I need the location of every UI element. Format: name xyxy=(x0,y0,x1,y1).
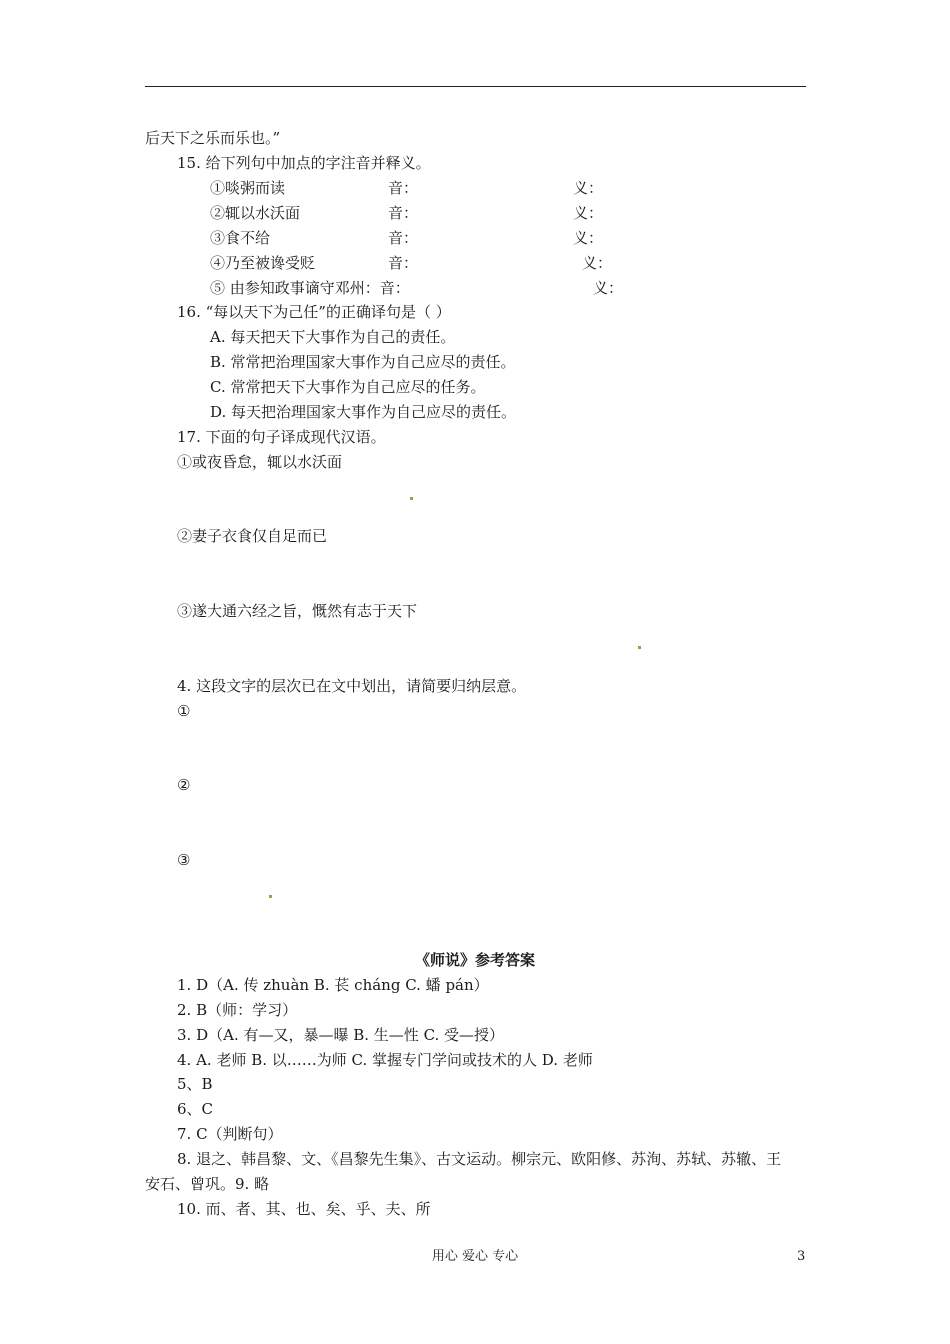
q16-option: C. 常常把天下大事作为自己应尽的任务。 xyxy=(210,378,486,396)
answer-line: 1. D（A. 传 zhuàn B. 苌 cháng C. 蟠 pán） xyxy=(177,976,489,994)
continuation-text: 后天下之乐而乐也。” xyxy=(145,129,281,147)
q15-yin-label: 音： xyxy=(388,204,419,222)
page-number: 3 xyxy=(797,1249,806,1264)
q15-yi-label: 义： xyxy=(573,179,604,197)
speck-mark xyxy=(410,497,413,500)
q17-item: ②妻子衣食仅自足而已 xyxy=(177,527,328,545)
q4-item: ② xyxy=(177,776,191,794)
q15-yin-label: 音： xyxy=(388,254,419,272)
q16-stem: 16. “每以天下为己任”的正确译句是（ ） xyxy=(177,303,451,321)
q16-option: B. 常常把治理国家大事作为自己应尽的责任。 xyxy=(210,353,516,371)
footer-motto: 用心 爱心 专心 xyxy=(431,1249,519,1264)
q15-stem: 15. 给下列句中加点的字注音并释义。 xyxy=(177,154,431,172)
q15-yi-label: 义： xyxy=(573,204,604,222)
q15-item: ⑤ 由参知政事谪守邓州：音： xyxy=(210,279,410,297)
q15-item: ④乃至被谗受贬 xyxy=(210,254,316,272)
answers-title: 《师说》参考答案 xyxy=(414,951,535,969)
q15-yin-label: 音： xyxy=(388,229,419,247)
answer-line: 3. D（A. 有—又，暴—曝 B. 生—性 C. 受—授） xyxy=(177,1026,505,1044)
q17-stem: 17. 下面的句子译成现代汉语。 xyxy=(177,428,386,446)
q15-yi-label: 义： xyxy=(593,279,624,297)
q17-item: ①或夜昏怠，辄以水沃面 xyxy=(177,453,343,471)
answer-line: 7. C（判断句） xyxy=(177,1125,283,1143)
q16-option: A. 每天把天下大事作为自己的责任。 xyxy=(210,328,456,346)
answer-line: 4. A. 老师 B. 以……为师 C. 掌握专门学问或技术的人 D. 老师 xyxy=(177,1051,593,1069)
q15-yin-label: 音： xyxy=(388,179,419,197)
q4-item: ③ xyxy=(177,851,191,869)
q4-stem: 4. 这段文字的层次已在文中划出，请简要归纳层意。 xyxy=(177,677,527,695)
q15-yi-label: 义： xyxy=(582,254,613,272)
q15-item: ②辄以水沃面 xyxy=(210,204,301,222)
answer-line: 安石、曾巩。9. 略 xyxy=(145,1175,270,1193)
q15-yi-label: 义： xyxy=(573,229,604,247)
speck-mark xyxy=(638,646,641,649)
header-rule xyxy=(145,86,806,87)
q17-item: ③遂大通六经之旨，慨然有志于天下 xyxy=(177,602,418,620)
answer-line: 8. 退之、韩昌黎、文、《昌黎先生集》、古文运动。柳宗元、欧阳修、苏洵、苏轼、苏辙、王 xyxy=(177,1150,782,1168)
answer-line: 6、C xyxy=(177,1100,214,1118)
q15-item: ③食不给 xyxy=(210,229,271,247)
answer-line: 2. B（师：学习） xyxy=(177,1001,298,1019)
q16-option: D. 每天把治理国家大事作为自己应尽的责任。 xyxy=(210,403,517,421)
answer-line: 5、B xyxy=(177,1075,213,1093)
speck-mark xyxy=(269,895,272,898)
q4-item: ① xyxy=(177,702,191,720)
answer-line: 10. 而、者、其、也、矣、乎、夫、所 xyxy=(177,1200,431,1218)
q15-item: ①啖粥而读 xyxy=(210,179,286,197)
